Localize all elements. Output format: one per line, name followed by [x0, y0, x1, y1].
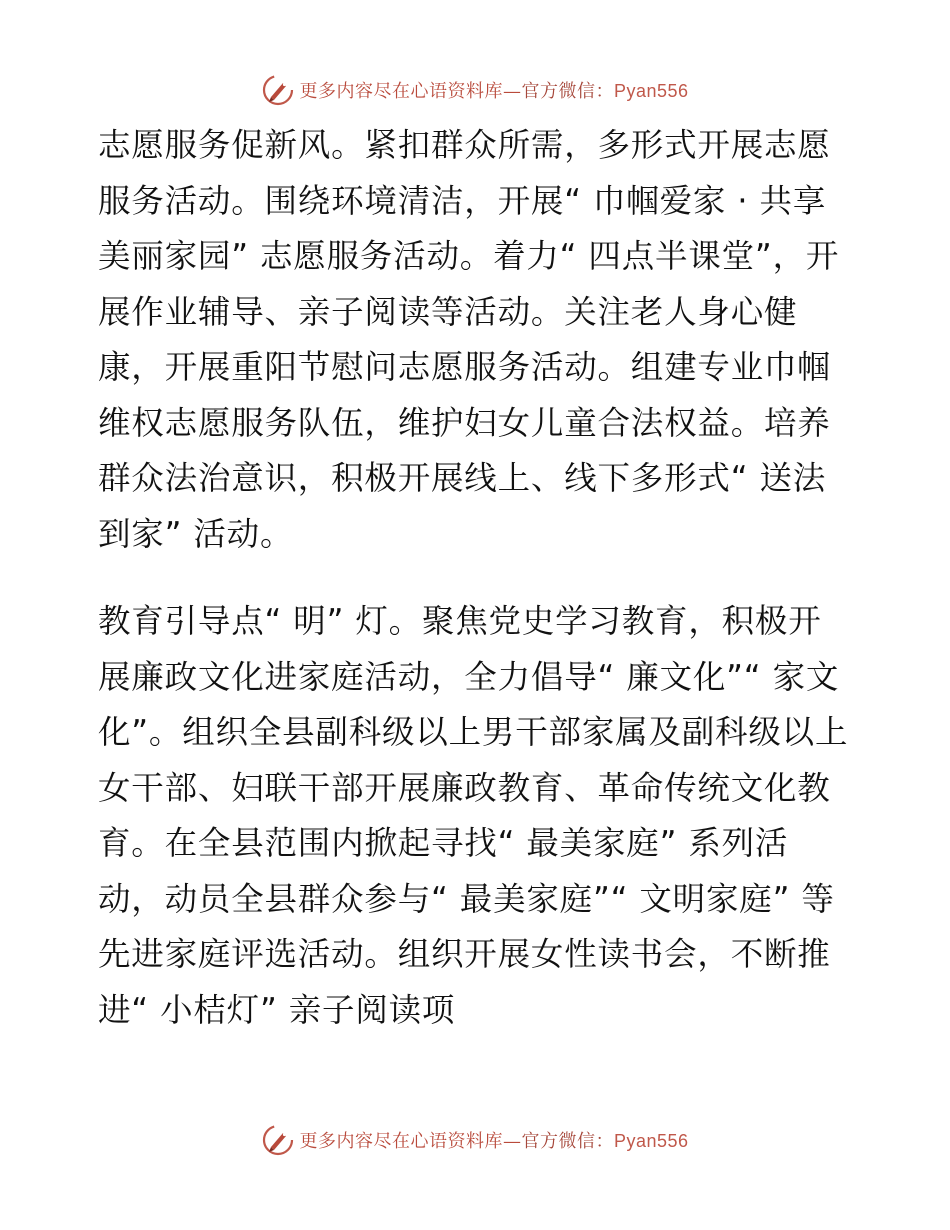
- header-wechat-account: Pyan556: [613, 81, 689, 101]
- footer-watermark-separator: —: [502, 1131, 522, 1152]
- footer-watermark-text: [299, 1127, 688, 1153]
- document-body: [98, 118, 850, 1038]
- header-watermark-text: [299, 77, 688, 103]
- paragraph-education-guidance: 教育引导点“ 明” 灯。聚焦党史学习教育，积极开展廉政文化进家庭活动，全力倡导“ 廉文化”“ 家文化”。组织全县副科级以上男干部家属及副科级以上女干部、妇联干部开展廉政教育、革命传统文化教育。在全县范围内掀起寻找“ 最美家庭” 系列活动，动员全县群众参与“ 最美家庭”“ 文明家庭” 等先进家庭评选活动。组织开展女性读书会，不断推进“ 小桔灯” 亲子阅读项: [98, 602, 849, 1029]
- footer-watermark-main: 更多内容尽在心语资料库: [299, 1131, 503, 1152]
- pen-nib-logo-icon: [261, 73, 295, 107]
- footer-watermark-banner: [0, 1120, 950, 1160]
- footer-wechat-account: Pyan556: [613, 1131, 689, 1151]
- header-wechat-label: 官方微信：: [521, 81, 614, 102]
- paragraph-volunteer-service: 志愿服务促新风。紧扣群众所需，多形式开展志愿服务活动。围绕环境清洁，开展“ 巾帼爱家 · 共享美丽家园” 志愿服务活动。着力“ 四点半课堂”，开展作业辅导、亲子阅读等活动。关注老人身心健康，开展重阳节慰问志愿服务活动。组建专业巾帼维权志愿服务队伍，维护妇女儿童合法权益。培养群众法治意识，积极开展线上、线下多形式“ 送法到家” 活动。: [98, 126, 840, 553]
- header-watermark-separator: —: [502, 81, 522, 102]
- header-watermark-banner: [0, 70, 950, 110]
- footer-wechat-label: 官方微信：: [521, 1131, 614, 1152]
- pen-nib-logo-icon: [261, 1123, 295, 1157]
- header-watermark-main: 更多内容尽在心语资料库: [299, 81, 503, 102]
